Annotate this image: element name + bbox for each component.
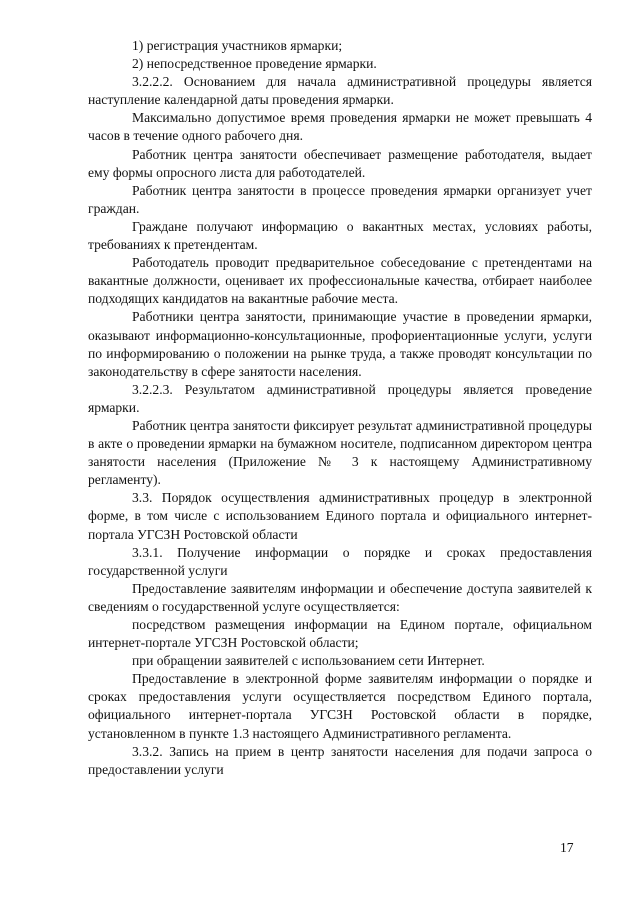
list-item: 2) непосредственное проведение ярмарки. (132, 56, 377, 72)
paragraph: Предоставление в электронной форме заявителям информации о порядке и сроках предоставления услуги осуществляется посредством Единого портала, официального интернет-портала УГСЗН Ростовской области в порядке, установленном в пункте 1.3 настоящего Административного регламента. (88, 671, 592, 741)
paragraph: при обращении заявителей с использованием сети Интернет. (132, 653, 485, 669)
document-body (88, 37, 592, 779)
section-heading: 3.3. Порядок осуществления административных процедур в электронной форме, в том числе с использованием Единого портала и официального интернет-портала УГСЗН Ростовской области (88, 490, 592, 542)
paragraph: Работник центра занятости в процессе проведения ярмарки организует учет граждан. (88, 182, 592, 216)
paragraph: Работники центра занятости, принимающие участие в проведении ярмарки, оказывают информационно-консультационные, профориентационные услуги, услуги по информированию о положении на рынке труда, а также проводят консультации по законодательству в сфере занятости населения. (88, 309, 592, 379)
paragraph: Предоставление заявителям информации и обеспечение доступа заявителей к сведениям о государственной услуге осуществляется: (88, 580, 592, 614)
paragraph: Работодатель проводит предварительное собеседование с претендентами на вакантные должности, оценивает их профессиональные качества, отбирает наиболее подходящих кандидатов на вакантные рабочие места. (88, 255, 592, 307)
paragraph: Граждане получают информацию о вакантных местах, условиях работы, требованиях к претендентам. (88, 218, 592, 253)
paragraph: посредством размещения информации на Едином портале, официальном интернет-портале УГСЗН Ростовской области; (88, 617, 592, 651)
paragraph: Работник центра занятости фиксирует результат административной процедуры в акте о проведении ярмарки на бумажном носителе, подписанном директором центра занятости населения (Приложение № 3 к настоящему Административному регламенту). (88, 417, 592, 488)
subsection-heading: 3.3.2. Запись на прием в центр занятости населения для подачи запроса о предоставлении услуги (88, 743, 592, 777)
paragraph: Работник центра занятости обеспечивает размещение работодателя, выдает ему формы опросного листа для работодателей. (88, 146, 592, 180)
list-item: 1) регистрация участников ярмарки; (132, 38, 343, 53)
paragraph: 3.2.2.2. Основанием для начала административной процедуры является наступление календарной даты проведения ярмарки. (88, 74, 592, 108)
subsection-heading: 3.3.1. Получение информации о порядке и сроках предоставления государственной услуги (88, 544, 592, 578)
page-number: 17 (560, 840, 574, 855)
paragraph: 3.2.2.3. Результатом административной процедуры является проведение ярмарки. (88, 381, 592, 415)
paragraph: Максимально допустимое время проведения ярмарки не может превышать 4 часов в течение одного рабочего дня. (88, 110, 592, 144)
